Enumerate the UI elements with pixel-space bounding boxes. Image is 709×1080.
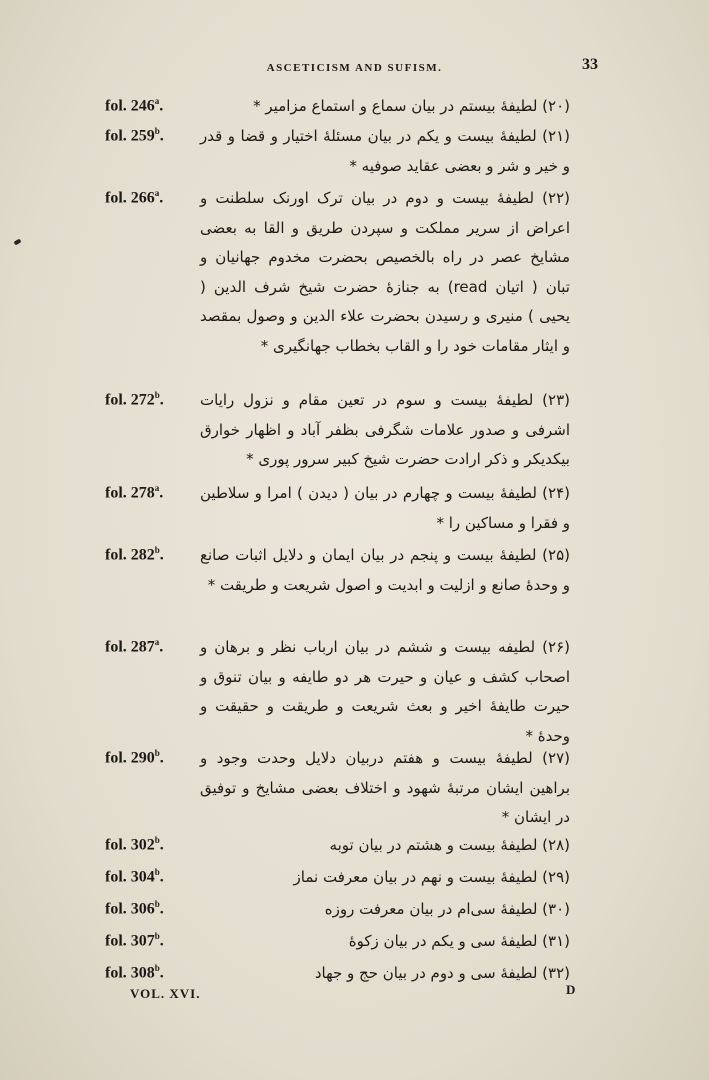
folio-number: fol. 308 [105, 964, 155, 982]
entry-row [0, 479, 709, 532]
folio-number: fol. 282 [105, 546, 155, 564]
folio-number: fol. 259 [105, 127, 155, 145]
folio-number: fol. 304 [105, 868, 155, 886]
entry-row [0, 831, 709, 861]
folio-side: a [154, 188, 160, 198]
entry-row [0, 633, 709, 745]
folio-side: a [154, 483, 160, 493]
entry-text: (۲۹) لطیفهٔ بیست و نهم در بیان معرفت نماز [293, 868, 570, 886]
folio-reference: fol. 306$^b$. [105, 899, 164, 918]
folio-reference: fol. 308$^b$. [105, 963, 164, 982]
entry-text: (۲۵) لطیفهٔ بیست و پنجم در بیان ایمان و دلایل اثبات صانع و وحدهٔ صانع و ازلیت و ابدیت و اصول شریعت و طریقت * [200, 546, 570, 594]
running-head: ASCETICISM AND SUFISM. [266, 62, 443, 74]
folio-reference: fol. 266$^a$. [105, 188, 164, 207]
entry-text: (۲۱) لطیفهٔ بیست و یکم در بیان مسئلهٔ اختیار و قضا و قدر و خیر و شر و بعضی عقاید صوفیه * [200, 127, 570, 175]
folio-side: b [154, 545, 160, 555]
folio-reference: fol. 282$^b$. [105, 545, 164, 564]
folio-number: fol. 246 [105, 97, 155, 115]
folio-side: b [154, 867, 160, 877]
folio-number: fol. 290 [105, 749, 155, 767]
entry-row [0, 122, 709, 175]
folio-reference: fol. 307$^b$. [105, 931, 164, 950]
folio-number: fol. 306 [105, 900, 155, 918]
entry-text: (۳۲) لطیفهٔ سی و دوم در بیان حج و جهاد [314, 964, 570, 982]
entry-row [0, 863, 709, 893]
folio-reference: fol. 272$^b$. [105, 390, 164, 409]
folio-side: a [154, 96, 160, 106]
folio-reference: fol. 278$^a$. [105, 483, 164, 502]
folio-number: fol. 307 [105, 932, 155, 950]
signature-mark: D [566, 982, 576, 997]
entry-text: (۳۰) لطیفهٔ سی‌ام در بیان معرفت روزه [324, 900, 570, 918]
folio-side: b [154, 963, 160, 973]
folio-reference: fol. 304$^b$. [105, 867, 164, 886]
entry-text: (۲۰) لطیفهٔ بیستم در بیان سماع و استماع مزامیر * [253, 97, 570, 115]
entry-row [0, 895, 709, 925]
folio-reference: fol. 287$^a$. [105, 637, 164, 656]
folio-side: b [154, 748, 160, 758]
folio-reference: fol. 259$^b$. [105, 126, 164, 145]
entry-text: (۲۸) لطیفهٔ بیست و هشتم در بیان توبه [329, 836, 570, 854]
folio-side: b [154, 126, 160, 136]
entry-text: (۲۳) لطیفهٔ بیست و سوم در تعین مقام و نزول رایات اشرفی و صدور علامات شگرفی بظفر آباد و اظهار خوارق بیکدیکر و ذکر ارادت حضرت شیخ کبیر سرور پوری * [200, 391, 570, 468]
folio-reference: fol. 290$^b$. [105, 748, 164, 767]
entry-text: (۲۲) لطیفهٔ بیست و دوم در بیان ترک اورنک سلطنت و اعراض از سریر مملکت و سپردن طریق و القا به بعضی مشایخ عصر در راه بالخصیص بحضرت مخدوم جهانیان و تبان ( اتیان read) به جنازهٔ حضرت شیخ شرف الدین ( یحیی ) منیری و رسیدن بحضرت علاء الدین و وصول بمقصد و ایثار مقامات خود را و القاب بخطاب جهانگیری * [200, 189, 570, 355]
entry-text: (۲۶) لطیفه بیست و ششم در بیان ارباب نظر و برهان و اصحاب کشف و عیان و حیرت هر دو طایفه و بیان تنوق و حیرت طایفهٔ اخیر و بعث شریعت و طریقت و حقیقت و وحدهٔ * [200, 638, 570, 745]
folio-number: fol. 278 [105, 484, 155, 502]
folio-number: fol. 272 [105, 391, 155, 409]
folio-reference: fol. 302$^b$. [105, 835, 164, 854]
folio-number: fol. 302 [105, 836, 155, 854]
entry-text: (۳۱) لطیفهٔ سی و یکم در بیان زکوهٔ [348, 932, 570, 950]
entry-row [0, 184, 709, 355]
entry-row [0, 92, 709, 122]
entry-row [0, 386, 709, 468]
entry-text: (۲۴) لطیفهٔ بیست و چهارم در بیان ( دیدن ) امرا و سلاطین و فقرا و مساکین را * [200, 484, 570, 532]
entry-text: (۲۷) لطیفهٔ بیست و هفتم دربیان دلایل وحدت وجود و براهین ایشان مرتبهٔ شهود و اختلاف بعضی مشایخ و توفیق در ایشان * [200, 749, 570, 826]
folio-side: b [154, 931, 160, 941]
entry-row [0, 541, 709, 594]
entry-row [0, 744, 709, 826]
ink-mark [13, 239, 21, 246]
entry-row [0, 959, 709, 989]
folio-side: b [154, 899, 160, 909]
folio-side: a [154, 637, 160, 647]
folio-side: b [154, 390, 160, 400]
folio-number: fol. 266 [105, 189, 155, 207]
folio-reference: fol. 246$^a$. [105, 96, 164, 115]
page-number: 33 [582, 56, 598, 73]
folio-number: fol. 287 [105, 638, 155, 656]
folio-side: b [154, 835, 160, 845]
volume-number: VOL. XVI. [130, 986, 201, 1001]
entry-row [0, 927, 709, 957]
